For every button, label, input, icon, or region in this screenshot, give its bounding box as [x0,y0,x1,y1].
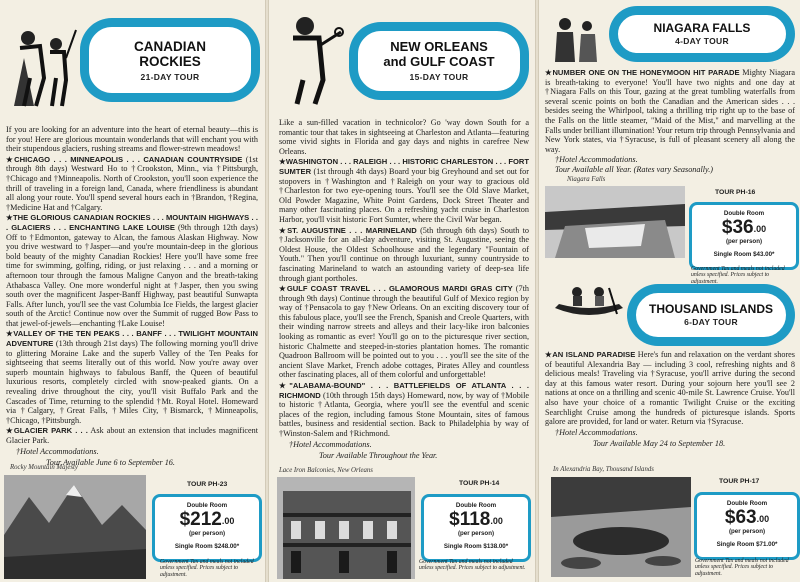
canoe-sketch-icon [553,282,625,320]
canada-duration: 21-DAY TOUR [140,72,200,82]
niagara-price: $\$36^{.00}$ [721,217,767,238]
mountain-photo-icon [4,475,146,579]
canada-title-line1: CANADIAN [134,39,206,54]
neworleans-title-line2: and GULF COAST [383,54,495,69]
thousand-title-badge [631,288,791,342]
neworleans-room-label: Double Room [455,502,497,509]
niagara-duration: 4-DAY TOUR [675,36,729,46]
niagara-tour-number: TOUR PH-16 [715,189,756,196]
neworleans-section-1: ★WASHINGTON . . . RALEIGH . . . HISTORIC CHARLESTON . . . FORT SUMTER (1st through 4th days) Board your big Greyhound and set out for stopovers in †Washington and †Raleigh on your way to gracious old †Charleston for two eye-opening tours. You'll see the Old Slave Market, Old Powder Magazine, White Point Gardens, Dock Street Theater and many other fascinating places. On a refreshing yacht cruise in Charleston Harbor, you'll visit historic Fort Sumter, where the Civil War began. [279,157,529,224]
neworleans-section-4: ★"ALABAMA-BOUND" . . . BATTLEFIELDS OF ATLANTA . . . RICHMOND (10th through 15th days) Homeward, now, by way of †Mobile to historic †Atlanta, Georgia, where you'll see the eventful and scenic places of the region, including famous Stone Mountain, sites of famous battles, business and residential section. Back to Philadelphia by way of †Winston-Salem and †Richmond. [279,381,529,438]
niagara-title-badge [613,10,791,58]
neworleans-tax-note: Government Tax and meals not included unless specified. Prices subject to adjustment. [419,559,526,572]
canada-tax-note: Government Tax and meals not included unless specified. Prices subject to adjustment. [160,559,254,578]
niagara-section: ★NUMBER ONE ON THE HONEYMOON HIT PARADE Mighty Niagara is breath-taking to everyone! You'll have two nights and one day at †Niagara Falls on this Tour, gazing at the great tumbling waterfalls from several scenic points on both the Canadian and the American sides . . . besides seeing the Whirlpool, taking a thrilling trip right up to the base of the Falls on the little steamer, "Maid of the Mist," and marvelling at the Falls under brilliant illumination! Your return trip through Pennsylvania and New York states, via †Syracuse, is full of pleasant scenery all along the way. [545,68,795,154]
neworleans-price: $\$118^{.00}$ [449,509,503,530]
neworleans-section-3: ★GULF COAST TRAVEL . . . GLAMOROUS MARDI GRAS CITY (7th through 9th days) Continue through the beautiful Gulf of Mexico region by way of †Pensacola to gay †New Orleans. On an exciting discovery tour of this fabulous place, you'll see the French, Spanish and Creole Quarters, with their winding narrow streets and alleys and their lacy-like iron balconies looking as romantic as ever! You'll go on to the picturesque river section, historic Chalmette and steeped-in-stories plantation homes. The romantic Quadroon Ballroom will be pointed out to you . . . you'll see the site of the ancient Slave Market, French adobe cottages, Pirates Alley and countless other fascinating places, all of them colorful and unforgettable! [279,284,529,380]
niagara-photo-caption: Niagara Falls [567,176,606,183]
neworleans-tour-number: TOUR PH-14 [459,480,500,487]
neworleans-availability: Tour Available Throughout the Year. [319,451,438,461]
canada-title-badge [84,22,256,98]
niagara-room-label: Double Room [723,210,765,217]
thousand-price: $\$63^{.00}$ [724,507,770,528]
canada-photo-caption: Rocky Mountain Majesty [10,464,78,471]
canada-price-box [152,494,262,562]
neworleans-section-2: ★ST. AUGUSTINE . . . MARINELAND (5th through 6th days) South to †Jacksonville for an all-day adventure, visiting St. Augustine, seeing the Oldest House, the Oldest Schoolhouse and the legendary "Fountain of Youth." Then you'll continue on through luxuriant, sunny countryside to fascinating Marineland to watch an astounding variety of deep-sea life through giant portholes. [279,225,529,283]
neworleans-title-badge [353,26,525,96]
hikers-sketch-icon [6,18,78,108]
neworleans-accommodations: †Hotel Accommodations. [289,439,372,449]
niagara-per-person: (per person) [725,238,763,245]
niagara-couple-sketch-icon [545,14,609,64]
canada-availability: Tour Available June 6 to September 16. [46,458,175,468]
thousand-duration: 6-DAY TOUR [684,317,738,327]
balcony-building-photo-icon [277,477,415,579]
canada-photo [4,475,146,579]
niagara-single-room: Single Room $43.00* [713,251,775,258]
canada-title-line2: ROCKIES [139,54,201,69]
neworleans-photo [277,477,415,579]
canada-accommodations: †Hotel Accommodations. [16,446,99,456]
niagara-body [545,68,795,175]
thousand-section: ★AN ISLAND PARADISE Here's fun and relaxation on the verdant shores of beautiful Alexandria Bay — including 3 cool, refreshing nights and 8 delicious meals! Traveling via †Syracuse, you'll arrive during the second day at this famous water resort. During your sojourn here you'll see 2 nations at once on a thrilling and scenic 40-mile St. Lawrence Cruise. You'll also have your choice of a romantic Twilight Cruise or the exciting Searchlight Cruise among the hundreds of picturesque islands. Sports galore are provided, for land or water. Return via †Syracuse. [545,350,795,427]
canada-single-room: Single Room $248.00* [174,543,240,550]
canada-section-3: ★VALLEY OF THE TEN PEAKS . . . BANFF . . . TWILIGHT MOUNTAIN ADVENTURE (13th through 21st days) The following morning you'll drive to glittering Moraine Lake and the superb Valley of the Ten Peaks for sightseeing that seems literally out of this world. Now you're away over superb mountain highways to fabulous Banff, the Queen of beautiful luxurious resorts, completely circled with snow-peaked giants. On a revealing drive throughout the city, you'll visit Buffalo Park and the Cascades of Time, returning to the splendid †Mt. Royal Hotel. Homeward via †Calgary, †Great Falls, †Miles City, †Bismarck, †Minneapolis, †Chicago, †Pittsburgh. [6,329,258,425]
niagara-title: NIAGARA FALLS [653,21,751,35]
thousand-tax-note: Government Tax and meals not included unless specified. Prices subject to adjustment. [695,558,789,577]
neworleans-body [279,118,529,461]
waterfall-photo-icon [545,186,685,258]
niagara-tax-note: Government Tax and meals not included unless specified. Prices subject to adjustment. [691,266,785,285]
thousand-single-room: Single Room $71.00* [716,541,778,548]
panel-canadian-rockies [0,0,265,582]
canada-room-label: Double Room [186,502,228,509]
panel-niagara-thousand [539,0,800,582]
thousand-title: THOUSAND ISLANDS [648,302,773,316]
thousand-room-label: Double Room [726,500,768,507]
canada-section-4: ★GLACIER PARK . . . Ask about an extension that includes magnificent Glacier Park. [6,426,258,445]
neworleans-single-room: Single Room $138.00* [443,543,509,550]
niagara-photo [545,186,685,258]
thousand-per-person: (per person) [728,528,766,535]
thousand-price-box [694,492,800,560]
neworleans-intro: Like a sun-filled vacation in technicolor? Go 'way down South for a romantic tour that takes in sightseeing at Charleston and Atlanta—featuring some vivid sights in Florida and gay days and nights in carefree New Orleans. [279,118,529,156]
thousand-photo-caption: In Alexandria Bay, Thousand Islands [553,466,654,473]
niagara-price-box [689,202,799,270]
panel-new-orleans [269,0,535,582]
neworleans-photo-caption: Lace Iron Balconies, New Orleans [279,467,373,474]
canada-per-person: (per person) [188,530,226,537]
jazz-musician-sketch-icon [275,10,345,105]
canada-section-1: ★CHICAGO . . . MINNEAPOLIS . . . CANADIAN COUNTRYSIDE (1st through 8th days) Westward Ho to †Crookston, Minn., via †Pittsburgh, †Chicago and †Minneapolis. North of Crookston, you'll soon experience the thrill of traveling in a foreign land, Canada, where friendliness is abundant all along your route. You'll spend several hours each in †Brandon, †Regina, †Medicine Hat and †Calgary. [6,154,258,212]
niagara-accommodations: †Hotel Accommodations. [555,155,638,165]
canada-body [6,125,258,468]
canada-tour-number: TOUR PH-23 [187,481,228,488]
thousand-photo [551,477,691,577]
thousand-tour-number: TOUR PH-17 [719,478,760,485]
thousand-accommodations: †Hotel Accommodations. [555,427,638,437]
canada-intro: If you are looking for an adventure into the heart of eternal beauty—this is for you! Here are glorious mountain wonderlands that will enchant you with their stupendous glaciers, rushing streams and flower-strewn meadows! [6,125,258,154]
thousand-body [545,350,795,449]
islands-bay-photo-icon [551,477,691,577]
neworleans-price-box [421,494,531,562]
niagara-availability: Tour Available all Year. (Rates vary Seasonally.) [555,164,713,174]
canada-section-2: ★THE GLORIOUS CANADIAN ROCKIES . . . MOUNTAIN HIGHWAYS . . . GLACIERS . . . ENCHANTING LAKE LOUISE (9th through 12th days) Off to †Edmonton, gateway to Alcan, the famous Alaskan Highway. Now you drive westward to †Jasper—and you're mountain-deep in the glorious bold beauty of the mighty Canadian Rockies! Here you'll have some free time for swimming, golfing, riding, or just relaxing . . . and a morning or afternoon tour through the famous Maligne Canyon and the breath-taking Athabasca Valley. One more wonderful night at †Jasper, then you swing south over the magnificent Jasper-Banff Highway, past beautiful Sunwapta Falls. After lunch, you'll see the vast Columbia Ice Fields, the largest glacier south of the Arctic! Continue now over the Summit of rugged Bow Pass to that jewel-of-jewels—enchanting †Lake Louise! [6,213,259,328]
thousand-availability: Tour Available May 24 to September 18. [593,439,726,449]
neworleans-title-line1: NEW ORLEANS [390,39,488,54]
canada-price: $\$212^{.00}$ [179,509,235,530]
neworleans-duration: 15-DAY TOUR [409,72,469,82]
neworleans-per-person: (per person) [457,530,495,537]
